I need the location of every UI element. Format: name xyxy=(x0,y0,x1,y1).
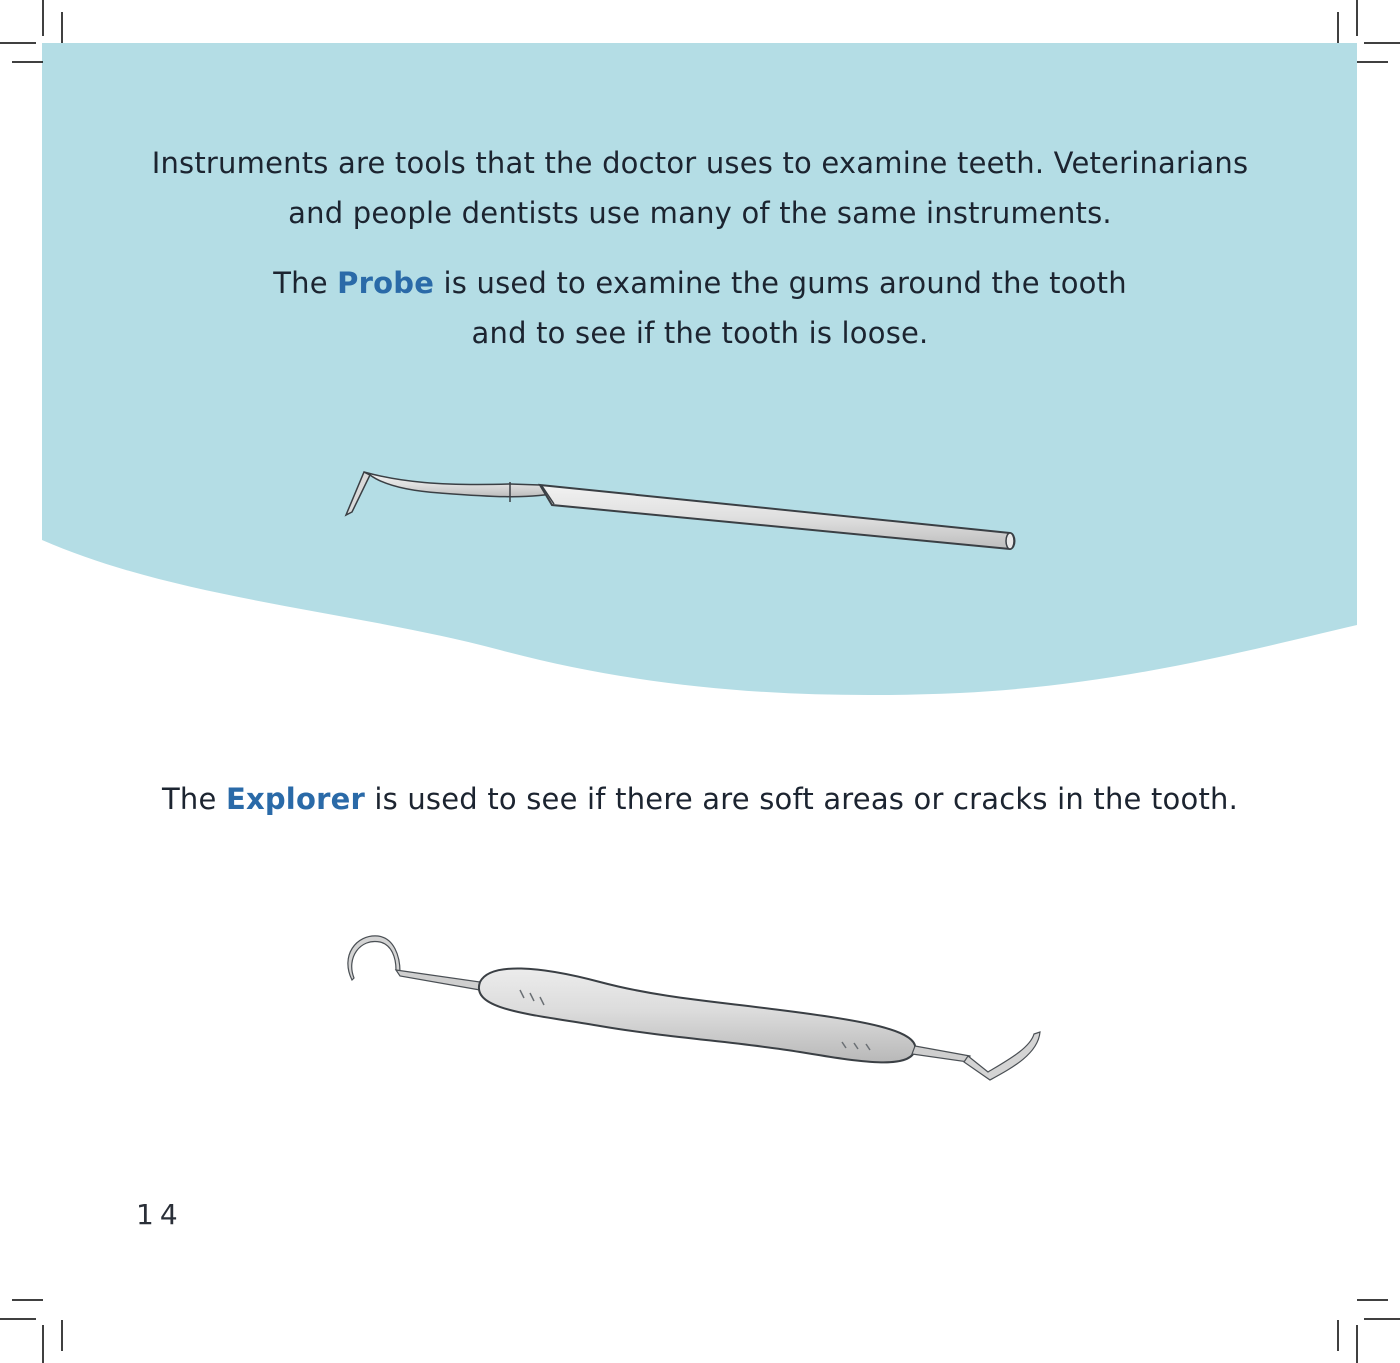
intro-line-1: Instruments are tools that the doctor uses to examine teeth. Veterinarians xyxy=(151,146,1249,180)
explorer-rest: is used to see if there are soft areas or cracks in the tooth. xyxy=(364,782,1239,816)
probe-line-2: and to see if the tooth is loose. xyxy=(471,316,929,350)
probe-term: Probe xyxy=(337,266,435,300)
probe-paragraph xyxy=(0,258,1400,358)
explorer-paragraph xyxy=(0,778,1400,820)
page-number: 14 xyxy=(136,1198,184,1231)
explorer-term: Explorer xyxy=(225,782,365,816)
probe-prefix: The xyxy=(273,266,338,300)
intro-paragraph xyxy=(0,138,1400,238)
probe-instrument-illustration xyxy=(330,460,1030,560)
probe-line-1 xyxy=(0,258,1400,308)
intro-line-2: and people dentists use many of the same instruments. xyxy=(288,196,1112,230)
explorer-prefix: The xyxy=(161,782,226,816)
explorer-line xyxy=(0,778,1400,820)
explorer-instrument-illustration xyxy=(340,930,1060,1090)
probe-line-1-rest: is used to examine the gums around the tooth xyxy=(434,266,1127,300)
